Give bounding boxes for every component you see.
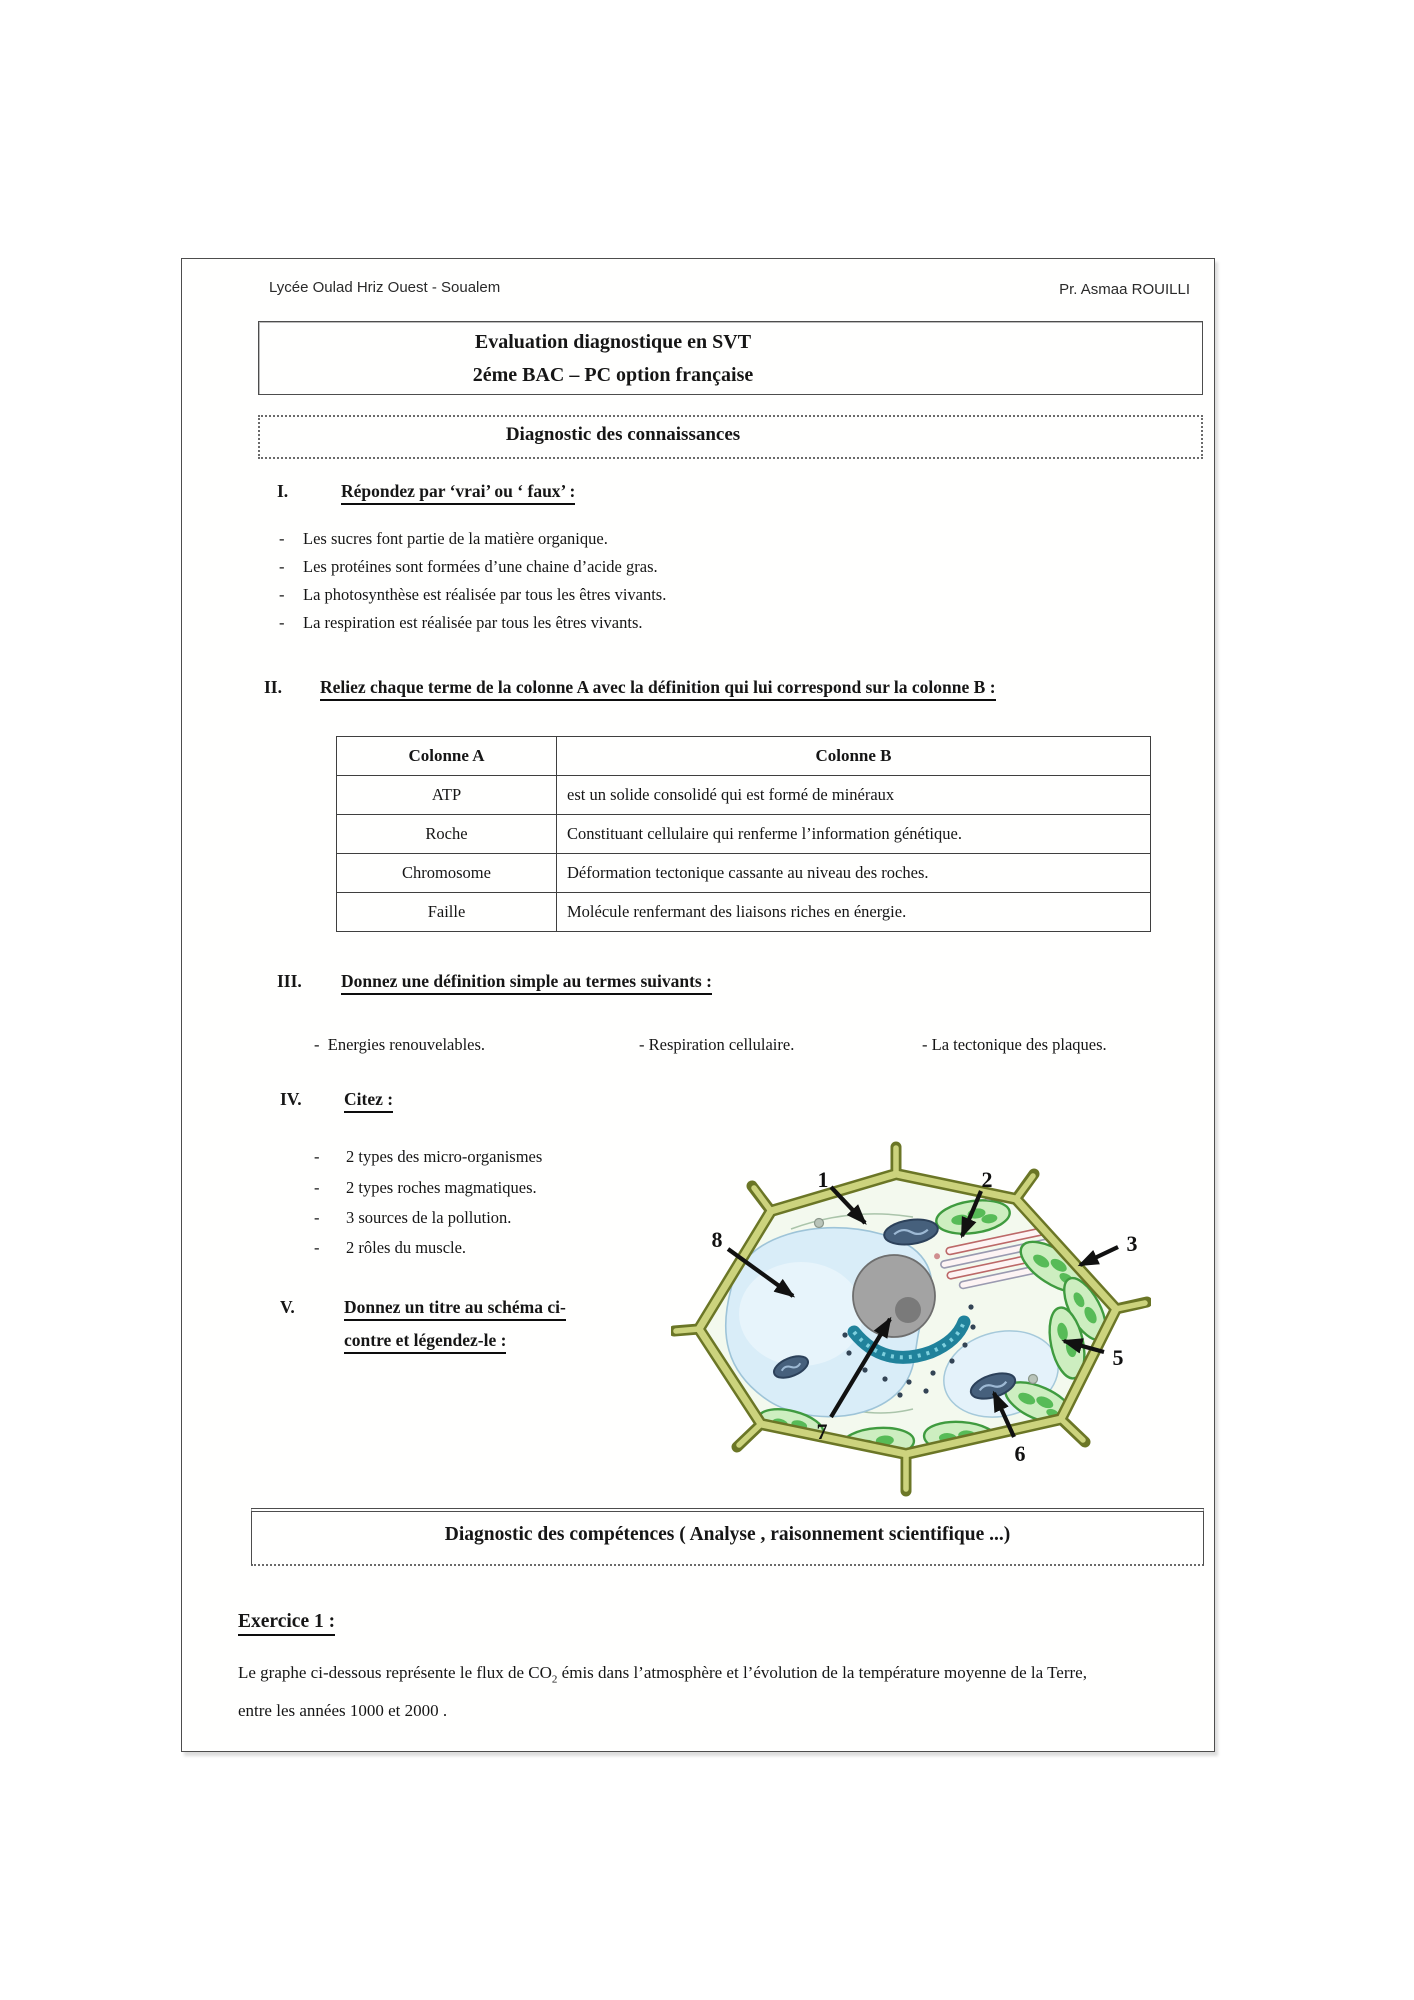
exercise-intro-part2: émis dans l’atmosphère et l’évolution de la température moyenne de la Terre, entre les années 1000 et 2000 . [238,1663,1087,1721]
s1-item-text: La respiration est réalisée par tous les êtres vivants. [303,613,643,632]
s1-item-text: Les sucres font partie de la matière organique. [303,529,608,548]
nucleus [853,1255,935,1337]
section-2-heading: Reliez chaque terme de la colonne A avec la définition qui lui correspond sur la colonne B : [320,677,996,701]
list-item [279,557,658,577]
definition-cell: Constituant cellulaire qui renferme l’information génétique. [557,815,1151,854]
diagram-label-3: 3 [1126,1231,1138,1256]
section-4-numeral: IV. [280,1089,302,1109]
nucleolus [895,1297,921,1323]
definition-cell: Molécule renfermant des liaisons riches en énergie. [557,893,1151,932]
vacuole-highlight [739,1262,863,1366]
section-5-numeral: V. [280,1297,295,1317]
table-row [337,776,1151,815]
diagram-label-7: 7 [816,1419,828,1444]
exercise-1-title-wrap [238,1611,335,1633]
teacher-name: Pr. Asmaa ROUILLI [1059,281,1190,298]
competence-banner: Diagnostic des compétences ( Analyse , raisonnement scientifique ...) [251,1508,1204,1566]
exercise-1-intro [238,1657,1123,1726]
bullet-dash: - [314,1147,320,1166]
s4-item-text: 2 rôles du muscle. [346,1238,467,1257]
knowledge-banner: Diagnostic des connaissances [258,415,1203,459]
column-a-header: Colonne A [337,737,557,776]
diagram-label-6: 6 [1014,1441,1026,1466]
list-item [279,529,608,549]
title-box [258,321,1203,395]
term-cell: Faille [337,893,557,932]
exercise-1-title: Exercice 1 : [238,1611,335,1636]
list-item [314,1208,511,1228]
diagram-label-1: 1 [817,1167,829,1192]
definition-cell: Déformation tectonique cassante au niveau des roches. [557,854,1151,893]
list-item [279,613,643,633]
document-title-line1: Evaluation diagnostique en SVT [474,331,752,353]
list-item [314,1238,466,1258]
diagram-label-8: 8 [711,1227,723,1252]
bullet-dash: - [279,529,285,548]
plant-cell-diagram [671,1139,1151,1504]
bullet-dash: - [639,1035,645,1054]
s1-item-text: La photosynthèse est réalisée par tous les êtres vivants. [303,585,667,604]
s4-item-text: 2 types roches magmatiques. [346,1178,537,1197]
matching-table [336,736,1151,932]
list-item [922,1035,1107,1055]
section-4-heading: Citez : [344,1089,393,1113]
bullet-dash: - [314,1238,320,1257]
section-5-heading-line1: Donnez un titre au schéma ci- [344,1297,566,1321]
bullet-dash: - [279,613,285,632]
section-3-numeral: III. [277,971,302,991]
exercise-intro-part1: Le graphe ci-dessous représente le flux de CO [238,1663,552,1682]
table-row [337,893,1151,932]
table-row [337,854,1151,893]
s1-item-text: Les protéines sont formées d’une chaine d’acide gras. [303,557,658,576]
section-3-heading: Donnez une définition simple au termes suivants : [341,971,712,995]
section-2 [264,677,996,701]
s4-item-text: 3 sources de la pollution. [346,1208,512,1227]
list-item [314,1178,537,1198]
diagram-label-2: 2 [981,1167,993,1192]
section-1 [277,481,575,505]
list-item [279,585,666,605]
s3-item-text: Energies renouvelables. [327,1035,486,1054]
list-item [314,1147,542,1167]
bullet-dash: - [314,1178,320,1197]
label-arrow-3 [1080,1247,1118,1265]
document-title-line2: 2éme BAC – PC option française [472,364,754,386]
section-2-numeral: II. [264,677,282,697]
s3-item-text: La tectonique des plaques. [931,1035,1107,1054]
term-cell: ATP [337,776,557,815]
school-name: Lycée Oulad Hriz Ouest - Soualem [269,279,501,296]
list-item [639,1035,794,1055]
section-1-numeral: I. [277,481,289,501]
section-3 [277,971,712,995]
co2-subscript: 2 [551,1673,558,1686]
column-b-header: Colonne B [557,737,1151,776]
definition-cell: est un solide consolidé qui est formé de minéraux [557,776,1151,815]
section-5-heading-line2: contre et légendez-le : [344,1330,506,1354]
s3-item-text: Respiration cellulaire. [648,1035,795,1054]
section-4 [280,1089,393,1113]
diagram-label-5: 5 [1112,1345,1124,1370]
term-cell: Chromosome [337,854,557,893]
s4-item-text: 2 types des micro-organismes [346,1147,543,1166]
bullet-dash: - [922,1035,928,1054]
section-1-heading: Répondez par ‘vrai’ ou ‘ faux’ : [341,481,575,505]
document-page [181,258,1215,1752]
bullet-dash: - [279,557,285,576]
section-5 [280,1297,566,1354]
table-row [337,815,1151,854]
bullet-dash: - [314,1035,320,1054]
list-item [314,1035,485,1055]
table-header-row [337,737,1151,776]
term-cell: Roche [337,815,557,854]
bullet-dash: - [279,585,285,604]
bullet-dash: - [314,1208,320,1227]
